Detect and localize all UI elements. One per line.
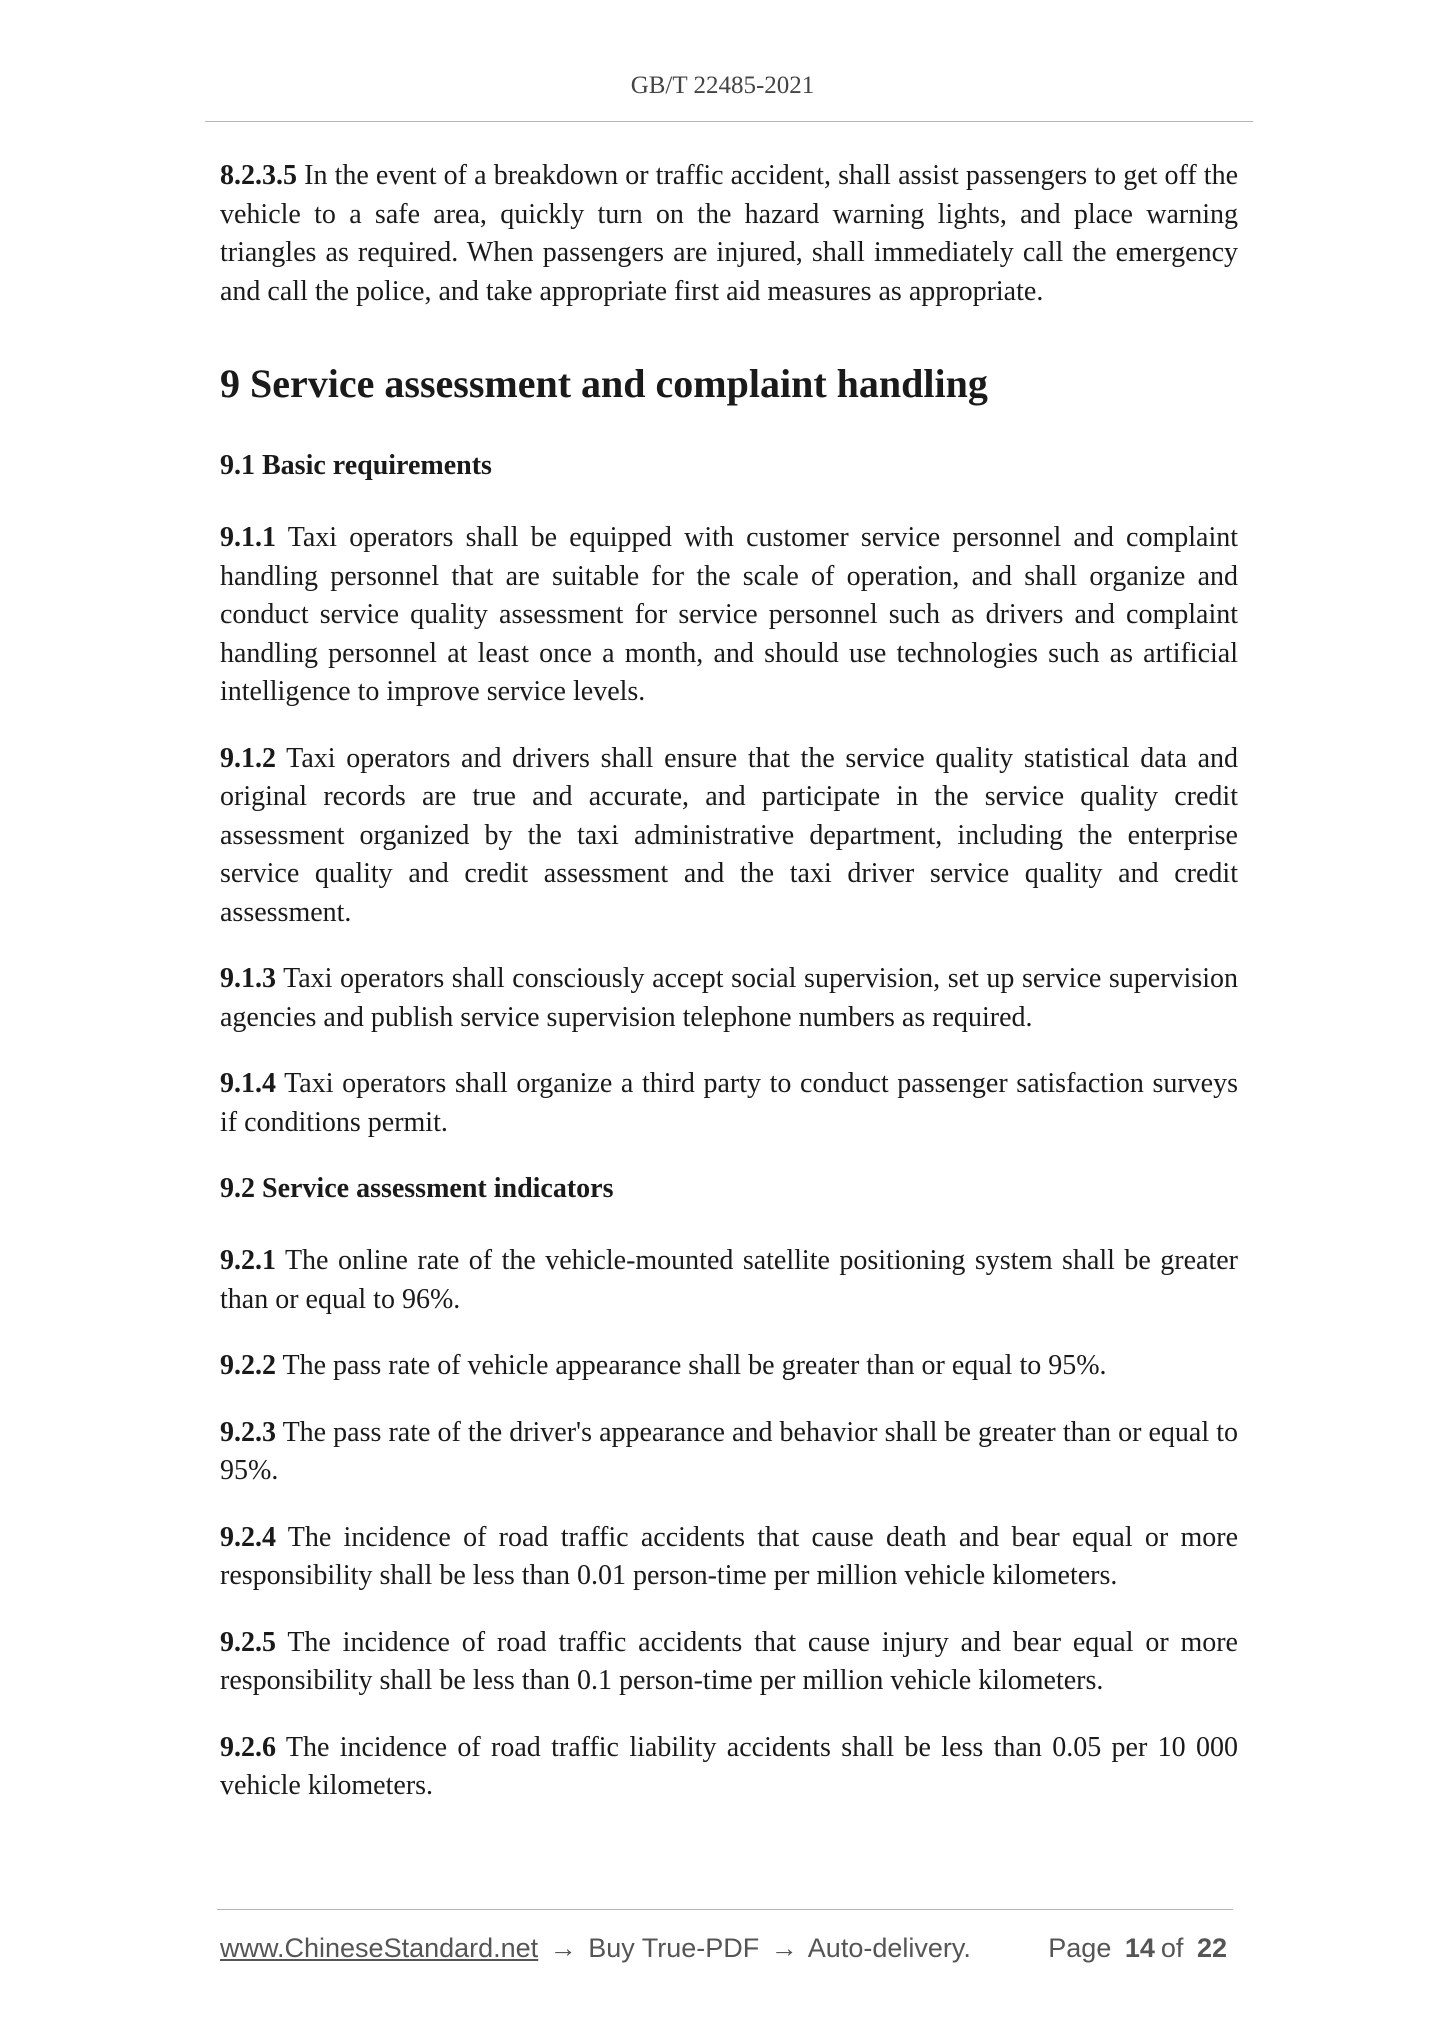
clause-9-2-2 bbox=[220, 1347, 1238, 1386]
clause-9-1-1 bbox=[220, 519, 1238, 712]
clause-number: 9.2.2 bbox=[220, 1350, 276, 1381]
website-link[interactable]: www.ChineseStandard.net bbox=[220, 1933, 539, 1963]
page-content bbox=[220, 157, 1238, 1834]
clause-text: Taxi operators shall be equipped with customer service personnel and complaint handling personnel that are suitable for the scale of operation, and shall organize and conduct service quality assessment for service personnel such as drivers and complaint handling personnel at least once a month, and should use technologies such as artificial intelligence to improve service levels. bbox=[220, 522, 1238, 707]
clause-9-2-1 bbox=[220, 1242, 1238, 1319]
right-arrow-icon: → bbox=[549, 1933, 577, 1963]
clause-number: 9.2.4 bbox=[220, 1521, 276, 1553]
clause-number: 9.1.3 bbox=[220, 963, 276, 994]
clause-number: 9.2.5 bbox=[220, 1626, 276, 1658]
clause-number: 9.2.3 bbox=[220, 1416, 276, 1448]
total-page-count: 22 bbox=[1196, 1933, 1227, 1963]
header-divider bbox=[205, 121, 1253, 122]
clause-number: 8.2.3.5 bbox=[220, 160, 297, 191]
subsection-heading-9-2: 9.2 Service assessment indicators bbox=[220, 1173, 614, 1204]
clause-9-1-3 bbox=[220, 960, 1238, 1037]
clause-8-2-3-5 bbox=[220, 157, 1238, 311]
clause-9-2-5 bbox=[220, 1624, 1238, 1701]
clause-text: The incidence of road traffic liability accidents shall be less than 0.05 per 10 000 vehicle kilometers. bbox=[220, 1731, 1238, 1801]
clause-9-2-3 bbox=[220, 1414, 1238, 1491]
clause-text: Taxi operators and drivers shall ensure that the service quality statistical data and original records are true and accurate, and participate in the service quality credit assessment organized by the taxi administrative department, including the enterprise service quality and credit assessment and the taxi driver service quality and credit assessment. bbox=[220, 742, 1238, 928]
clause-9-1-2 bbox=[220, 740, 1238, 933]
page-indicator bbox=[1048, 1933, 1233, 1964]
clause-9-2-4 bbox=[220, 1519, 1238, 1596]
footer-promo bbox=[220, 1933, 971, 1964]
clause-text: The pass rate of the driver's appearance and behavior shall be greater than or equal to 95%. bbox=[220, 1416, 1238, 1486]
page-of-label: of bbox=[1160, 1933, 1184, 1963]
clause-text: The incidence of road traffic accidents that cause death and bear equal or more responsibility shall be less than 0.01 person-time per million vehicle kilometers. bbox=[220, 1521, 1238, 1591]
right-arrow-icon: → bbox=[770, 1933, 798, 1963]
clause-text: The pass rate of vehicle appearance shall be greater than or equal to 95%. bbox=[282, 1350, 1107, 1381]
auto-delivery-text: Auto-delivery. bbox=[807, 1933, 971, 1963]
clause-9-2-6 bbox=[220, 1729, 1238, 1806]
clause-text: Taxi operators shall organize a third party to conduct passenger satisfaction surveys if conditions permit. bbox=[220, 1068, 1238, 1138]
clause-number: 9.2.6 bbox=[220, 1731, 276, 1763]
document-code-header: GB/T 22485-2021 bbox=[630, 72, 815, 99]
page-label: Page bbox=[1048, 1933, 1112, 1963]
clause-number: 9.1.4 bbox=[220, 1068, 276, 1099]
clause-text: The online rate of the vehicle-mounted satellite positioning system shall be greater than or equal to 96%. bbox=[220, 1245, 1238, 1315]
clause-text: In the event of a breakdown or traffic accident, shall assist passengers to get off the vehicle to a safe area, quickly turn on the hazard warning lights, and place warning triangles as required. When passengers are injured, shall immediately call the emergency and call the police, and take appropriate first aid measures as appropriate. bbox=[220, 160, 1239, 307]
current-page-number: 14 bbox=[1124, 1933, 1155, 1963]
subsection-heading-9-1: 9.1 Basic requirements bbox=[220, 450, 492, 481]
footer-divider bbox=[217, 1909, 1233, 1910]
clause-text: The incidence of road traffic accidents that cause injury and bear equal or more responsibility shall be less than 0.1 person-time per million vehicle kilometers. bbox=[220, 1626, 1238, 1696]
clause-number: 9.2.1 bbox=[220, 1245, 276, 1276]
clause-9-1-4 bbox=[220, 1065, 1238, 1142]
clause-text: Taxi operators shall consciously accept social supervision, set up service supervision agencies and publish service supervision telephone numbers as required. bbox=[220, 963, 1238, 1033]
buy-true-pdf-text: Buy True-PDF bbox=[588, 1933, 760, 1963]
clause-number: 9.1.1 bbox=[220, 522, 276, 553]
clause-number: 9.1.2 bbox=[220, 742, 276, 774]
section-heading-9: 9 Service assessment and complaint handling bbox=[220, 361, 988, 406]
